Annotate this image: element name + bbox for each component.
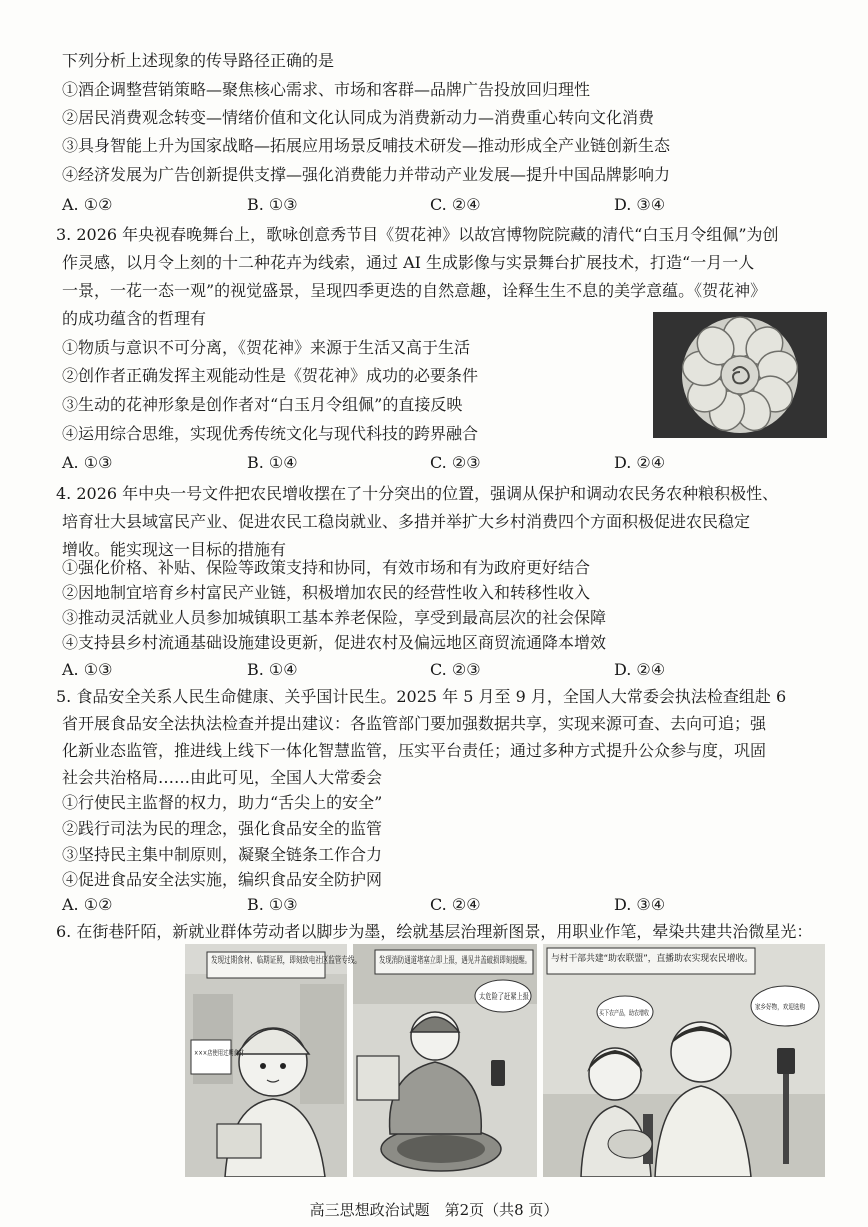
q3-option-d[interactable]: D. ②④ <box>614 453 666 472</box>
q3-stem-line-2: 作灵感，以月令上刻的十二种花卉为线索，通过 AI 生成影像与实景舞台扩展技术，打造“一月一人 <box>62 253 755 272</box>
panel-2-caption: 发现消防通道堵塞立即上报，遇见井盖破损即刻提醒。 <box>379 956 596 966</box>
q2-option-b[interactable]: B. ①③ <box>247 195 298 214</box>
q3-option-b[interactable]: B. ①④ <box>247 453 298 472</box>
q5-option-a[interactable]: A. ①② <box>62 895 113 914</box>
q4-option-c[interactable]: C. ②③ <box>430 660 481 679</box>
panel-3-caption: 与村干部共建“助农联盟”，直播助农实现农民增收。 <box>551 954 759 964</box>
page-footer: 高三思想政治试题 第2页（共8 页） <box>309 1201 559 1219</box>
q2-item-4: ④经济发展为广告创新提供支撑—强化消费能力并带动产业发展—提升中国品牌影响力 <box>62 165 671 184</box>
q5-option-b[interactable]: B. ①③ <box>247 895 298 914</box>
q3-item-2: ②创作者正确发挥主观能动性是《贺花神》成功的必要条件 <box>62 366 479 385</box>
q4-option-b[interactable]: B. ①④ <box>247 660 298 679</box>
q4-item-2: ②因地制宜培育乡村富民产业链，积极增加农民的经营性收入和转移性收入 <box>62 583 591 602</box>
q4-stem-line-3: 增收。能实现这一目标的措施有 <box>62 540 287 559</box>
jade-pendant-photo <box>653 312 827 438</box>
panel-2-bubble: 太危险了赶紧上报 <box>479 992 543 1001</box>
q2-option-a[interactable]: A. ①② <box>62 195 113 214</box>
q3-item-4: ④运用综合思维，实现优秀传统文化与现代科技的跨界融合 <box>62 424 479 443</box>
q4-stem-line-2: 培育壮大县域富民产业、促进农民工稳岗就业、多措并举扩大乡村消费四个方面积极促进农民稳定 <box>62 512 751 531</box>
q6-stem: 6. 在街巷阡陌，新就业群体劳动者以脚步为墨，绘就基层治理新图景，用职业作笔，晕染共建共治微星光： <box>56 922 813 941</box>
q5-item-3: ③坚持民主集中制原则，凝聚全链条工作合力 <box>62 845 383 864</box>
q4-option-a[interactable]: A. ①③ <box>62 660 113 679</box>
panel-1-bubble: ×××店使用过期食材 <box>194 1049 261 1057</box>
q5-item-4: ④促进食品安全法实施，编织食品安全防护网 <box>62 870 383 889</box>
q3-stem-line-4: 的成功蕴含的哲理有 <box>62 309 207 328</box>
comic-panel-3 <box>543 944 825 1177</box>
q2-options <box>62 194 822 216</box>
q5-item-1: ①行使民主监督的权力，助力“舌尖上的安全” <box>62 793 383 812</box>
q4-option-d[interactable]: D. ②④ <box>614 660 666 679</box>
panel-3-bubble-2: 家乡好物，欢迎选购 <box>755 1003 818 1011</box>
q5-stem-line-4: 社会共治格局……由此可见，全国人大常委会 <box>62 768 383 787</box>
q5-option-c[interactable]: C. ②④ <box>430 895 481 914</box>
q2-item-3: ③具身智能上升为国家战略—拓展应用场景反哺技术研发—推动形成全产业链创新生态 <box>62 136 671 155</box>
panel-1-caption-line-1: 发现过期食材、临期证照，即刻致电社区监管专线。 <box>211 956 419 966</box>
q3-stem-line-3: 一景，一花一态一观”的视觉盛景，呈现四季更迭的自然意趣，诠释生生不息的美学意蕴。《贺花神》 <box>62 281 767 300</box>
q2-item-1: ①酒企调整营销策略—聚焦核心需求、市场和客群—品牌广告投放回归理性 <box>62 80 591 99</box>
q3-option-c[interactable]: C. ②③ <box>430 453 481 472</box>
q3-options <box>62 452 822 474</box>
q5-stem-line-2: 省开展食品安全法执法检查并提出建议：各监管部门要加强数据共享，实现来源可查、去向可追；强 <box>62 714 767 733</box>
q2-stem: 下列分析上述现象的传导路径正确的是 <box>62 51 335 70</box>
comic-panel-1 <box>185 944 347 1177</box>
q5-stem-line-1: 5. 食品安全关系人民生命健康、关乎国计民生。2025 年 5 月至 9 月，全国人大常委会执法检查组赴 6 <box>56 687 787 706</box>
q5-stem-line-3: 化新业态监管，推进线上线下一体化智慧监管，压实平台责任；通过多种方式提升公众参与度，巩固 <box>62 741 767 760</box>
q3-stem-line-1: 3. 2026 年央视春晚舞台上，歌咏创意秀节目《贺花神》以故宫博物院院藏的清代“白玉月令组佩”为创 <box>56 225 779 244</box>
q5-option-d[interactable]: D. ③④ <box>614 895 666 914</box>
q4-options <box>62 659 822 681</box>
comic-strip <box>185 944 825 1177</box>
q4-item-4: ④支持县乡村流通基础设施建设更新，促进农村及偏远地区商贸流通降本增效 <box>62 633 607 652</box>
q5-options <box>62 894 822 916</box>
panel-3-bubble: 买下农产品，助农增收 <box>599 1009 669 1017</box>
q2-item-2: ②居民消费观念转变—情绪价值和文化认同成为消费新动力—消费重心转向文化消费 <box>62 108 655 127</box>
q3-item-3: ③生动的花神形象是创作者对“白玉月令组佩”的直接反映 <box>62 395 463 414</box>
q3-option-a[interactable]: A. ①③ <box>62 453 113 472</box>
q4-item-1: ①强化价格、补贴、保险等政策支持和协同，有效市场和有为政府更好结合 <box>62 558 591 577</box>
q3-item-1: ①物质与意识不可分离，《贺花神》来源于生活又高于生活 <box>62 338 471 357</box>
q4-item-3: ③推动灵活就业人员参加城镇职工基本养老保险，享受到最高层次的社会保障 <box>62 608 607 627</box>
comic-panel-2 <box>353 944 596 1177</box>
q2-option-d[interactable]: D. ③④ <box>614 195 666 214</box>
q5-item-2: ②践行司法为民的理念，强化食品安全的监管 <box>62 819 383 838</box>
q4-stem-line-1: 4. 2026 年中央一号文件把农民增收摆在了十分突出的位置，强调从保护和调动农民务农种粮积极性、 <box>56 484 779 503</box>
q2-option-c[interactable]: C. ②④ <box>430 195 481 214</box>
